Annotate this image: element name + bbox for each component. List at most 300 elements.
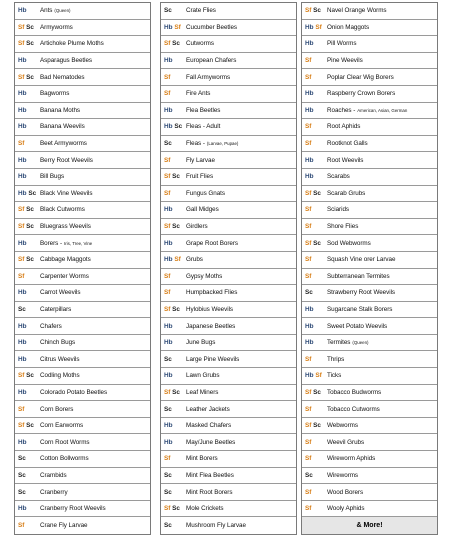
method-codes: [161, 223, 186, 230]
method-code-sf: Sf: [305, 355, 312, 363]
pest-name: Fleas -: [186, 140, 205, 148]
method-codes: [161, 455, 186, 462]
pest-name: Wood Borers: [327, 488, 364, 496]
pest-name: Scarab Grubs: [327, 189, 366, 197]
method-code-hb: Hb: [18, 189, 27, 197]
pest-name: Root Aphids: [327, 123, 361, 131]
pest-row: [15, 169, 150, 186]
pest-row: [161, 152, 296, 169]
method-code-sf: Sf: [305, 505, 312, 513]
pest-name: Wireworms: [327, 471, 359, 479]
pest-row: [302, 385, 437, 402]
method-code-sc: Sc: [172, 388, 180, 396]
pest-row: [15, 418, 150, 435]
method-code-hb: Hb: [305, 40, 314, 48]
pest-row: [15, 119, 150, 136]
method-code-sf: Sf: [164, 455, 171, 463]
pest-row: [161, 169, 296, 186]
pest-row: [302, 418, 437, 435]
method-codes: [302, 323, 327, 330]
pest-name: Girdlers: [186, 223, 208, 231]
method-code-sc: Sc: [313, 7, 321, 15]
pest-row: [302, 318, 437, 335]
method-code-sc: Sc: [172, 223, 180, 231]
pest-name: Fly Larvae: [186, 156, 215, 164]
method-codes: [15, 140, 40, 147]
method-code-sf: Sf: [164, 156, 171, 164]
pest-column-1: [14, 2, 151, 535]
method-code-sf: Sf: [164, 189, 171, 197]
pest-row: [302, 285, 437, 302]
method-code-sf: Sf: [164, 289, 171, 297]
pest-row: [161, 269, 296, 286]
method-code-hb: Hb: [18, 90, 27, 98]
pest-name: Bagworms: [40, 90, 70, 98]
method-code-sf: Sf: [18, 522, 25, 530]
method-code-hb: Hb: [164, 206, 173, 214]
pest-name: Gall Midges: [186, 206, 219, 214]
method-codes: [161, 57, 186, 64]
pest-row: [15, 136, 150, 153]
pest-row: [302, 86, 437, 103]
pest-name: Scarabs: [327, 173, 350, 181]
pest-row: [161, 202, 296, 219]
method-codes: [161, 472, 186, 479]
pest-row: [302, 69, 437, 86]
method-codes: [15, 24, 40, 31]
method-code-sc: Sc: [164, 471, 172, 479]
method-code-sc: Sc: [305, 289, 313, 297]
method-codes: [15, 74, 40, 81]
method-code-sc: Sc: [313, 388, 321, 396]
method-code-sf: Sf: [315, 372, 322, 380]
pest-row: [302, 20, 437, 37]
pest-name: Fire Ants: [186, 90, 211, 98]
method-code-sf: Sf: [305, 388, 312, 396]
pest-name: Masked Chafers: [186, 422, 232, 430]
method-codes: [302, 439, 327, 446]
method-code-sf: Sf: [18, 23, 25, 31]
method-code-sc: Sc: [26, 422, 34, 430]
method-code-sc: Sc: [26, 206, 34, 214]
method-codes: [161, 356, 186, 363]
pest-row: [161, 3, 296, 20]
pest-name: Grape Root Borers: [186, 239, 238, 247]
method-code-sc: Sc: [26, 23, 34, 31]
method-codes: [15, 455, 40, 462]
method-codes: [161, 372, 186, 379]
pest-name: Crate Flies: [186, 7, 216, 15]
method-code-hb: Hb: [18, 505, 27, 513]
method-code-hb: Hb: [164, 106, 173, 114]
pest-name: Borers -: [40, 239, 62, 247]
method-code-hb: Hb: [164, 256, 173, 264]
method-code-hb: Hb: [305, 322, 314, 330]
pest-row: [15, 152, 150, 169]
pest-name: Bill Bugs: [40, 173, 65, 181]
pest-row: [15, 103, 150, 120]
pest-name: Humpbacked Flies: [186, 289, 238, 297]
method-code-hb: Hb: [18, 438, 27, 446]
method-code-sc: Sc: [26, 40, 34, 48]
pest-name: Crambids: [40, 471, 67, 479]
pest-row: [161, 285, 296, 302]
method-code-sc: Sc: [174, 123, 183, 131]
pest-name: Weevil Grubs: [327, 438, 365, 446]
pest-row: [15, 20, 150, 37]
pest-row: [15, 53, 150, 70]
method-codes: [302, 472, 327, 479]
pest-row: [302, 501, 437, 518]
method-code-sf: Sf: [164, 505, 171, 513]
pest-row: [302, 53, 437, 70]
method-code-sf: Sf: [164, 305, 171, 313]
pest-row: [302, 136, 437, 153]
pest-row: [15, 186, 150, 203]
method-code-sc: Sc: [164, 140, 172, 148]
pest-name: Berry Root Weevils: [40, 156, 93, 164]
pest-row: [161, 103, 296, 120]
method-code-sf: Sf: [18, 73, 25, 81]
method-codes: [302, 372, 327, 379]
pest-name: Beet Armyworms: [40, 140, 87, 148]
method-code-hb: Hb: [164, 339, 173, 347]
method-code-hb: Hb: [164, 23, 173, 31]
method-codes: [161, 74, 186, 81]
method-code-hb: Hb: [18, 106, 27, 114]
pest-column-2: [160, 2, 297, 535]
pest-name: Codling Moths: [40, 372, 80, 380]
method-code-hb: Hb: [164, 422, 173, 430]
pest-row: [302, 219, 437, 236]
pest-column-3: [301, 2, 438, 535]
method-codes: [302, 389, 327, 396]
method-codes: [302, 489, 327, 496]
pest-row: [302, 451, 437, 468]
pest-row: [161, 20, 296, 37]
method-codes: [302, 74, 327, 81]
method-codes: [161, 190, 186, 197]
method-codes: [15, 90, 40, 97]
method-code-sf: Sf: [305, 422, 312, 430]
pest-name: Cabbage Maggots: [40, 256, 91, 264]
method-code-sc: Sc: [18, 455, 26, 463]
pest-row: [302, 269, 437, 286]
pest-note: American, Asian, German: [357, 107, 408, 113]
pest-name: Root Weevils: [327, 156, 364, 164]
method-code-sc: Sc: [172, 40, 180, 48]
method-codes: [15, 107, 40, 114]
pest-name: Caterpillars: [40, 305, 72, 313]
method-code-hb: Hb: [305, 23, 314, 31]
pest-row: [161, 351, 296, 368]
method-codes: [15, 173, 40, 180]
pest-row: [302, 3, 437, 20]
method-code-hb: Hb: [18, 123, 27, 131]
pest-name: Flea Beetles: [186, 106, 221, 114]
method-code-hb: Hb: [305, 106, 314, 114]
pest-row: [302, 119, 437, 136]
method-code-sf: Sf: [18, 405, 25, 413]
method-codes: [161, 505, 186, 512]
method-codes: [15, 323, 40, 330]
pest-row: [15, 368, 150, 385]
pest-note: (Queen): [54, 8, 71, 14]
pest-name: Rootknot Galls: [327, 140, 368, 148]
method-codes: [15, 289, 40, 296]
pest-name: Fleas - Adult: [186, 123, 221, 131]
method-code-sf: Sf: [305, 189, 312, 197]
method-code-sc: Sc: [164, 405, 172, 413]
method-codes: [15, 273, 40, 280]
pest-name: Pill Worms: [327, 40, 357, 48]
method-codes: [302, 40, 327, 47]
method-code-sf: Sf: [18, 256, 25, 264]
pest-row: [15, 285, 150, 302]
method-codes: [15, 472, 40, 479]
method-codes: [302, 289, 327, 296]
method-codes: [302, 273, 327, 280]
method-code-hb: Hb: [305, 173, 314, 181]
method-codes: [161, 273, 186, 280]
method-code-hb: Hb: [18, 339, 27, 347]
pest-name: Cranberry: [40, 488, 68, 496]
pest-row: [15, 36, 150, 53]
pest-name: Ticks: [327, 372, 342, 380]
method-codes: [161, 256, 186, 263]
method-codes: [161, 157, 186, 164]
pest-row: [161, 53, 296, 70]
pest-name: Corn Earworms: [40, 422, 84, 430]
pest-row: [15, 252, 150, 269]
method-code-sc: Sc: [172, 305, 180, 313]
method-code-sf: Sf: [305, 488, 312, 496]
pest-row: [161, 69, 296, 86]
pest-name: Artichoke Plume Moths: [40, 40, 104, 48]
method-codes: [15, 505, 40, 512]
pest-name: Mole Crickets: [186, 505, 224, 513]
pest-note: Iris, Tree, Vine: [64, 240, 93, 246]
pest-row: [302, 484, 437, 501]
method-codes: [161, 240, 186, 247]
method-codes: [302, 339, 327, 346]
method-code-sf: Sf: [305, 206, 312, 214]
pest-row: [161, 252, 296, 269]
pest-name: Corn Root Worms: [40, 438, 90, 446]
method-code-hb: Hb: [305, 372, 314, 380]
pest-name: Pine Weevils: [327, 57, 363, 65]
pest-name: Mint Root Borers: [186, 488, 233, 496]
method-codes: [302, 306, 327, 313]
pest-row: [15, 3, 150, 20]
method-codes: [161, 24, 186, 31]
pest-note: (Larvae, Pupae): [206, 141, 239, 147]
method-codes: [161, 206, 186, 213]
method-code-sc: Sc: [313, 422, 321, 430]
pest-name: Leaf Miners: [186, 388, 219, 396]
method-code-sf: Sf: [305, 256, 312, 264]
pest-name: Japanese Beetles: [186, 322, 236, 330]
method-codes: [161, 522, 186, 529]
pest-row: [161, 335, 296, 352]
pest-name: Gypsy Moths: [186, 272, 223, 280]
method-code-hb: Hb: [18, 239, 27, 247]
method-code-sf: Sf: [174, 256, 181, 264]
pest-name: June Bugs: [186, 339, 216, 347]
method-code-sf: Sf: [18, 140, 25, 148]
method-codes: [302, 173, 327, 180]
method-codes: [15, 389, 40, 396]
pest-name: Carrot Weevils: [40, 289, 81, 297]
pest-row: [161, 302, 296, 319]
method-code-hb: Hb: [18, 289, 27, 297]
pest-row: [15, 517, 150, 534]
method-code-sc: Sc: [164, 355, 172, 363]
pest-name: Fall Armyworms: [186, 73, 231, 81]
method-codes: [302, 223, 327, 230]
method-codes: [161, 439, 186, 446]
pest-name: Sugarcane Stalk Borers: [327, 305, 393, 313]
method-codes: [15, 206, 40, 213]
method-codes: [302, 406, 327, 413]
pest-name: Sweet Potato Weevils: [327, 322, 388, 330]
method-codes: [161, 140, 186, 147]
method-code-hb: Hb: [305, 90, 314, 98]
pest-name: Bad Nematodes: [40, 73, 85, 81]
pest-name: Tobacco Budworms: [327, 388, 382, 396]
method-codes: [15, 439, 40, 446]
method-codes: [15, 422, 40, 429]
pest-name: Raspberry Crown Borers: [327, 90, 396, 98]
method-code-sf: Sf: [305, 405, 312, 413]
method-codes: [15, 123, 40, 130]
method-code-sf: Sf: [18, 372, 25, 380]
method-codes: [15, 256, 40, 263]
method-codes: [15, 372, 40, 379]
method-code-sc: Sc: [172, 173, 180, 181]
pest-row: [161, 119, 296, 136]
pest-row: [302, 335, 437, 352]
pest-name: European Chafers: [186, 57, 237, 65]
pest-row: [15, 202, 150, 219]
pest-row: [161, 235, 296, 252]
pest-name: Fungus Gnats: [186, 189, 225, 197]
method-codes: [161, 389, 186, 396]
pest-name: Shore Flies: [327, 223, 359, 231]
method-codes: [302, 256, 327, 263]
pest-row: [161, 385, 296, 402]
pest-row: [161, 86, 296, 103]
method-code-sf: Sf: [305, 57, 312, 65]
pest-row: [15, 484, 150, 501]
method-codes: [302, 157, 327, 164]
method-codes: [302, 24, 327, 31]
pest-name: Cutworms: [186, 40, 214, 48]
method-code-sc: Sc: [313, 239, 321, 247]
pest-row: [161, 318, 296, 335]
pest-name: Ants: [40, 7, 53, 15]
method-code-sf: Sf: [18, 40, 25, 48]
method-code-sc: Sc: [164, 488, 172, 496]
method-code-hb: Hb: [164, 123, 173, 131]
method-codes: [15, 190, 40, 197]
pest-name: Termites: [327, 339, 351, 347]
method-codes: [161, 323, 186, 330]
pest-row: [15, 351, 150, 368]
pest-row: [302, 302, 437, 319]
pest-name: Fruit Flies: [186, 173, 214, 181]
pest-name: Mushroom Fly Larvae: [186, 522, 246, 530]
pest-row: [161, 418, 296, 435]
pest-row: [15, 269, 150, 286]
method-code-hb: Hb: [18, 173, 27, 181]
method-codes: [15, 157, 40, 164]
pest-name: Carpenter Worms: [40, 272, 89, 280]
pest-row: [15, 451, 150, 468]
method-code-sf: Sf: [305, 239, 312, 247]
method-code-hb: Hb: [18, 355, 27, 363]
pest-name: Roaches -: [327, 106, 356, 114]
pest-row: [302, 202, 437, 219]
method-code-sf: Sf: [18, 206, 25, 214]
method-codes: [15, 356, 40, 363]
pest-name: Sciarids: [327, 206, 349, 214]
pest-row: [302, 401, 437, 418]
method-code-sf: Sf: [164, 40, 171, 48]
pest-name: Poplar Clear Wig Borers: [327, 73, 394, 81]
method-codes: [161, 173, 186, 180]
pest-name: Citrus Weevils: [40, 355, 80, 363]
method-codes: [302, 7, 327, 14]
method-codes: [302, 107, 327, 114]
pest-row: [161, 501, 296, 518]
pest-name: Subterranean Termites: [327, 272, 390, 280]
pest-name: Armyworms: [40, 23, 73, 31]
method-code-sf: Sf: [164, 388, 171, 396]
pest-row: [161, 136, 296, 153]
pest-name: Black Vine Weevils: [40, 189, 93, 197]
pest-row: [302, 235, 437, 252]
method-code-sc: Sc: [172, 505, 180, 513]
pest-row: [161, 401, 296, 418]
pest-name: Large Pine Weevils: [186, 355, 240, 363]
method-code-hb: Hb: [305, 305, 314, 313]
pest-row: [302, 103, 437, 120]
pest-row: [161, 484, 296, 501]
method-code-sf: Sf: [305, 7, 312, 15]
method-code-sf: Sf: [305, 123, 312, 131]
method-codes: [302, 90, 327, 97]
pest-row: [161, 36, 296, 53]
method-codes: [15, 57, 40, 64]
method-code-sc: Sc: [26, 372, 34, 380]
pest-name: Banana Weevils: [40, 123, 85, 131]
pest-name: Lawn Grubs: [186, 372, 220, 380]
pest-name: Sod Webworms: [327, 239, 371, 247]
method-code-sf: Sf: [315, 23, 322, 31]
method-codes: [161, 339, 186, 346]
pest-row: [161, 517, 296, 534]
pest-name: Grubs: [186, 256, 203, 264]
pest-name: Wooly Aphids: [327, 505, 365, 513]
method-code-hb: Hb: [164, 57, 173, 65]
method-codes: [161, 422, 186, 429]
method-codes: [302, 240, 327, 247]
pest-name: Mint Flea Beetles: [186, 471, 234, 479]
pest-row: [302, 152, 437, 169]
method-codes: [302, 140, 327, 147]
pest-row: [15, 468, 150, 485]
